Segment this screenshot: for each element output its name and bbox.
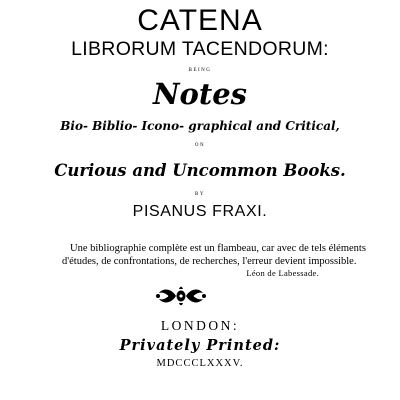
imprint-privately-printed: Privately Printed: — [119, 337, 281, 354]
on-label: ON — [194, 143, 206, 148]
title-catena: CATENA — [137, 4, 263, 37]
subtitle-curious-books: Curious and Uncommon Books. — [54, 161, 346, 180]
author-name: PISANUS FRAXI. — [132, 203, 268, 220]
epigraph-attribution: Léon de Labessade. — [246, 268, 319, 278]
subtitle-bio-biblio: Bio- Biblio- Icono- graphical and Critical, — [60, 119, 340, 133]
by-label: BY — [195, 192, 205, 197]
fleuron-ornament-icon — [155, 285, 207, 307]
epigraph-line-1: Une bibliographie complète est un flambeau, car avec de tels éléments — [70, 243, 366, 254]
epigraph — [62, 242, 366, 268]
imprint-year: MDCCCLXXXV. — [156, 358, 244, 369]
epigraph-line-2: d'études, de confrontations, de recherches, l'erreur devient impossible. — [62, 256, 357, 267]
imprint-place: LONDON: — [160, 318, 240, 333]
being-label: BEING — [188, 68, 212, 73]
notes-heading: Notes — [152, 77, 248, 111]
title-librorum-tacendorum: LIBRORUM TACENDORUM: — [71, 38, 329, 60]
